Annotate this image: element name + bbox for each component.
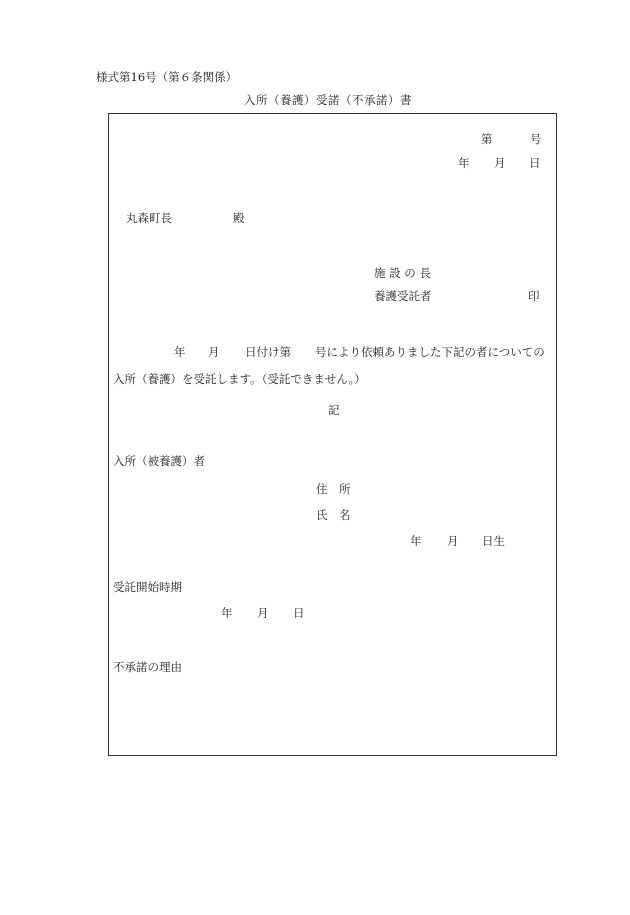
body-month-label: 月 xyxy=(208,345,220,359)
facility-head-label: 施 設 の 長 xyxy=(374,266,431,280)
birth-year-label: 年 xyxy=(410,534,422,548)
date-day-label: 日 xyxy=(529,156,541,170)
start-heading: 受託開始時期 xyxy=(113,580,182,594)
address-label: 住 所 xyxy=(316,482,351,496)
start-month-label: 月 xyxy=(257,606,269,620)
name-label: 氏 名 xyxy=(316,508,351,522)
start-day-label: 日 xyxy=(293,606,305,620)
date-month-label: 月 xyxy=(494,156,506,170)
body-day-no-label: 日付け第 xyxy=(245,345,291,359)
birth-day-label: 日生 xyxy=(482,534,505,548)
form-number: 様式第16号（第６条関係） xyxy=(96,70,238,84)
addressee-name: 丸森町長 xyxy=(126,211,172,225)
addressee-honorific: 殿 xyxy=(233,211,245,225)
seal-mark: 印 xyxy=(528,289,540,303)
birth-month-label: 月 xyxy=(447,534,459,548)
number-prefix: 第 xyxy=(481,132,493,146)
body-line1-rest: 号により依頼ありました下記の者についての xyxy=(315,345,545,359)
body-year-label: 年 xyxy=(174,345,186,359)
person-heading: 入所（被養護）者 xyxy=(113,454,205,468)
number-suffix: 号 xyxy=(530,132,542,146)
reason-heading: 不承諾の理由 xyxy=(113,660,182,674)
start-year-label: 年 xyxy=(221,606,233,620)
document-title: 入所（養護）受諾（不承諾）書 xyxy=(244,93,412,107)
ki-mark: 記 xyxy=(328,403,340,417)
body-line2: 入所（養護）を受託します。（受託できません。） xyxy=(113,372,366,386)
trustee-label: 養護受託者 xyxy=(374,289,432,303)
date-year-label: 年 xyxy=(458,156,470,170)
